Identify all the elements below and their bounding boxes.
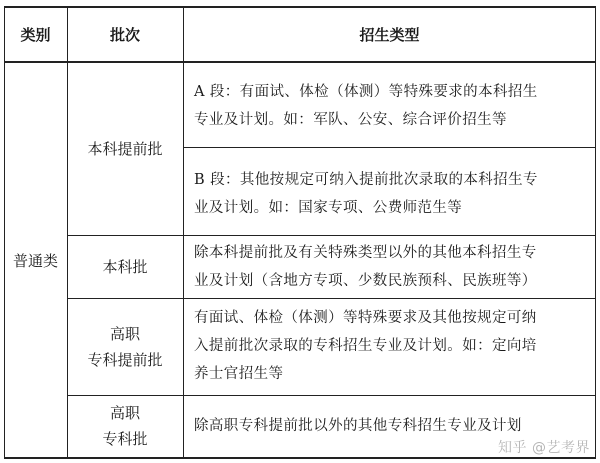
batch-cell: 本科批 (102, 258, 148, 276)
header-type: 招生类型 (359, 25, 420, 44)
type-description (184, 412, 595, 440)
header-category: 类别 (20, 25, 51, 44)
row-divider (183, 147, 596, 148)
batch-line: 专科批 (102, 430, 148, 448)
enrollment-table (4, 6, 596, 458)
batch-cell (67, 298, 183, 395)
type-line: 除本科提前批及有关特殊类型以外的其他本科招生专 (194, 245, 537, 261)
type-line: 除高职专科提前批以外的其他专科招生专业及计划 (194, 418, 522, 434)
header-batch: 批次 (109, 25, 140, 44)
watermark: 知乎 @艺考界 (498, 440, 590, 456)
table-bottom-border (4, 457, 596, 459)
type-line: 养士官招生等 (194, 366, 284, 382)
type-segment-b (184, 166, 595, 222)
column-divider (183, 6, 184, 458)
category-cell: 普通类 (12, 251, 58, 270)
batch-cell (67, 395, 183, 457)
type-line: 业及计划（含地方专项、少数民族预科、民族班等） (194, 273, 537, 289)
batch-line: 高职 (109, 324, 140, 343)
batch-cell: 本科提前批 (87, 140, 163, 158)
type-description (184, 304, 595, 388)
type-line: A 段：有面试、体检（体测）等特殊要求的本科招生 (194, 84, 538, 100)
type-segment-a (184, 78, 595, 134)
type-description (184, 239, 595, 295)
type-line: 有面试、体检（体测）等特殊要求及其他按规定可纳 (194, 310, 537, 326)
type-line: B 段：其他按规定可纳入提前批次录取的本科招生专 (194, 172, 538, 188)
type-line: 专业及计划。如：军队、公安、综合评价招生等 (194, 112, 507, 128)
table-right-border (595, 6, 596, 458)
batch-line: 专科提前批 (87, 350, 163, 369)
batch-line: 高职 (109, 404, 140, 422)
type-line: 入提前批次录取的专科招生专业及计划。如：定向培 (194, 338, 537, 354)
type-line: 业及计划。如：国家专项、公费师范生等 (194, 200, 463, 216)
